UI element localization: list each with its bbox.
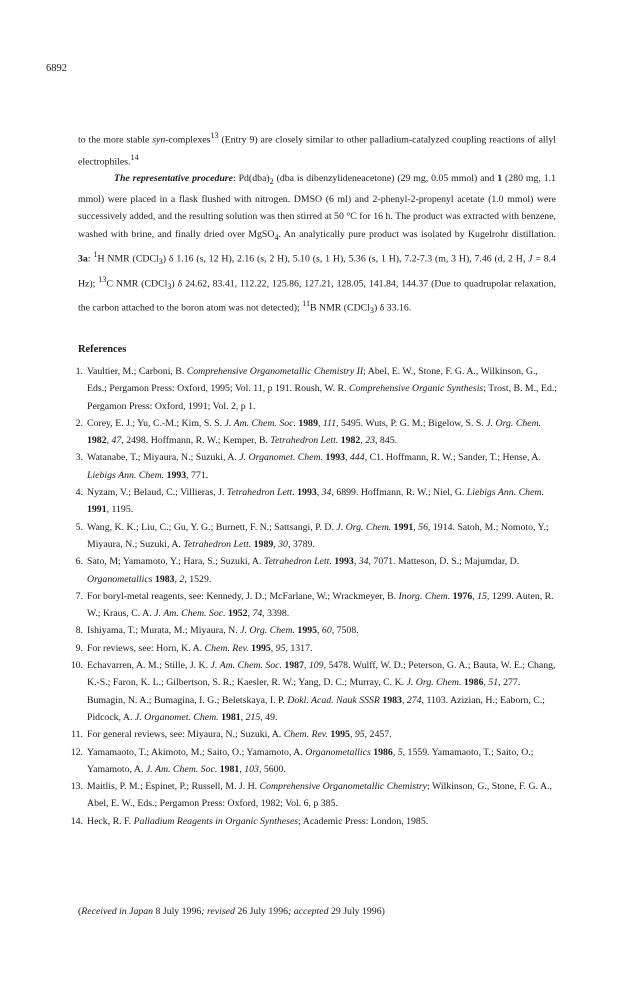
body-text [78, 127, 556, 320]
reference-number: 3. [75, 452, 83, 464]
reference-text: Echavarren, A. M.; Stille, J. K. J. Am. Chem. Soc. 1987, 109, 5478. Wulff, W. D.; Peterson, G. A.; Bauta, W. E.; Chang, K.-S.; Faron, K. L.; Gilbertson, S. R.; Kaesler, R. W.; Yang, D. C.; Murray, C. K. J. Org. Chem. 1986, 51, 277. Bumagin, N. A.; Bumagina, I. G.; Beletskaya, I. P. Dokl. Acad. Nauk SSSR 1983, 274, 1103. Azizian, H.; Eaborn, C.; Pidcock, A. J. Organomet. Chem. 1981, 215, 49. [87, 660, 556, 723]
reference-text: Heck, R. F. Palladium Reagents in Organic Syntheses; Academic Press: London, 1985. [87, 815, 429, 827]
reference-text: Watanabe, T.; Miyaura, N.; Suzuki, A. J. Organomet. Chem. 1993, 444, C1. Hoffmann, R. W.; Sander, T.; Hense, A. Liebigs Ann. Chem. 1993, 771. [87, 452, 541, 481]
body-paragraph-1: to the more stable syn-complexes$^{13}$ (Entry 9) are closely similar to other palladium-catalyzed coupling reactions of allyl electrophiles.$^{14}$ [78, 131, 556, 167]
reference-number: 14. [70, 815, 83, 827]
reference-item [66, 778, 558, 813]
reference-number: 2. [75, 417, 83, 429]
reference-text: Ishiyama, T.; Murata, M.; Miyaura, N. J. Org. Chem. 1995, 60, 7508. [87, 625, 359, 637]
accepted-date: 29 July 1996 [330, 906, 382, 917]
reference-item [66, 519, 558, 554]
received-label: Received in Japan [81, 906, 154, 917]
reference-item [66, 588, 558, 623]
reference-item [66, 726, 558, 743]
reference-text: Sato, M; Yamamoto, Y.; Hara, S.; Suzuki, A. Tetrahedron Lett. 1993, 34, 7071. Matteson, D. S.; Majumdar, D. Organometallics 1983, 2, 1529. [87, 556, 520, 585]
revised-label: revised [206, 906, 235, 917]
reference-item [66, 415, 558, 450]
reference-item [66, 657, 558, 726]
representative-procedure-paragraph: The representative procedure: $Pd(dba)_2$ (dba is dibenzylideneacetone) (29 mg, 0.05 mmol) and 1 (280 mg, 1.1 mmol) were placed in a flask flushed with nitrogen. DMSO (6 ml) and 2-phenyl-2-propenyl acetate (1.0 mmol) were successively added, and the resulting solution was then stirred at 50 °C for 16 h. The product was extracted with benzene, washed with brine, and finally dried over MgSO$_4$. An analytically pure product was isolated by Kugelrohr distillation. 3a: $^1$H NMR (CDCl$_3$) δ 1.16 (s, 12 H), 2.16 (s, 2 H), 5.10 (s, 1 H), 5.36 (s, 1 H), 7.2-7.3 (m, 3 H), 7.46 (d, 2 H, J = 8.4 Hz); $^{13}$C NMR (CDCl$_3$) δ 24.62, 83.41, 112.22, 125.86, 127.21, 128.05, 141.84, 144.37 (Due to quadrupolar relaxation, the carbon attached to the boron atom was not detected); $^{11}$B NMR (CDCl$_3$) δ 33.16. [78, 173, 557, 316]
reference-number: 1. [75, 366, 83, 377]
footer-close-paren: ) [381, 906, 385, 917]
reference-text: For general reviews, see: Miyaura, N.; Suzuki, A. Chem. Rev. 1995, 95, 2457. [87, 729, 392, 741]
reference-item [66, 484, 558, 519]
reference-text: Wang, K. K.; Liu, C.; Gu, Y. G.; Burnett, F. N.; Sattsangi, P. D. J. Org. Chem. 1991, 56, 1914. Satoh, M.; Nomoto, Y.; Miyaura, N.; Suzuki, A. Tetrahedron Lett. 1989, 30, 3789. [87, 521, 549, 550]
reference-number: 7. [75, 590, 83, 602]
reference-item [66, 553, 558, 588]
reference-item [66, 640, 558, 657]
references-heading: References [78, 344, 127, 355]
reference-text: Corey, E. J.; Yu, C.-M.; Kim, S. S. J. Am. Chem. Soc. 1989, 111, 5495. Wuts, P. G. M.; Bigelow, S. S. J. Org. Chem. 1982, 47, 2498. Hoffmann, R. W.; Kemper, B. Tetrahedron Lett. 1982, 23, 845. [87, 417, 542, 447]
reference-number: 13. [70, 781, 83, 793]
reference-text: Yamamaoto, T.; Akimoto, M.; Saito, O.; Yamamoto, A. Organometallics 1986, 5, 1559. Yamamaoto, T.; Saito, O.; Yamamoto, A. J. Am. Chem. Soc. 1981, 103, 5600. [87, 746, 534, 775]
received-dates-note: (Received in Japan 8 July 1996; revised 26 July 1996; accepted 29 July 1996) [78, 906, 385, 917]
reference-number: 8. [75, 625, 83, 637]
reference-number: 12. [70, 746, 83, 758]
reference-number: 6. [75, 556, 83, 568]
reference-number: 5. [75, 521, 83, 533]
reference-item [66, 744, 558, 779]
footer-open-paren: ( [78, 906, 82, 917]
accepted-label: accepted [293, 906, 329, 917]
reference-text: Vaultier, M.; Carboni, B. Comprehensive Organometallic Chemistry II; Abel, E. W., Stone, F. G. A., Wilkinson, G., Eds.; Pergamon Press: Oxford, 1995; Vol. 11, p 191. Roush, W. R. Comprehensive Organic Synthesis; Trost, B. M., Ed.; Pergamon Press: Oxford, 1991; Vol. 2, p 1. [87, 366, 558, 412]
reference-text: Maitlis, P. M.; Espinet, P.; Russell, M. J. H. Comprehensive Organometallic Chemistry; Wilkinson, G., Stone, F. G. A., Abel, E. W., Eds.; Pergamon Press: Oxford, 1982; Vol. 6, p 385. [87, 781, 552, 810]
page-number: 6892 [46, 63, 67, 74]
reference-item [66, 449, 558, 484]
reference-number: 4. [75, 487, 83, 499]
references-list [66, 363, 558, 830]
reference-item [66, 813, 558, 830]
reference-number: 9. [75, 642, 83, 654]
revised-date: 26 July 1996 [237, 906, 288, 917]
reference-number: 10. [70, 660, 83, 672]
reference-number: 11. [71, 729, 83, 741]
reference-text: For boryl-metal reagents, see: Kennedy, J. D.; McFarlane, W.; Wrackmeyer, B. Inorg. Chem. 1976, 15, 1299. Auten, R. W.; Kraus, C. A. J. Am. Chem. Soc. 1952, 74, 3398. [87, 590, 554, 620]
reference-text: Nyzam, V.; Belaud, C.; Villieras, J. Tetrahedron Lett. 1993, 34, 6899. Hoffmann, R. W.; Niel, G. Liebigs Ann. Chem. 1991, 1195. [87, 487, 544, 516]
reference-text: For reviews, see: Horn, K. A. Chem. Rev. 1995, 95, 1317. [87, 642, 313, 654]
reference-item [66, 622, 558, 639]
received-date: 8 July 1996 [155, 906, 202, 917]
reference-item [66, 363, 558, 415]
